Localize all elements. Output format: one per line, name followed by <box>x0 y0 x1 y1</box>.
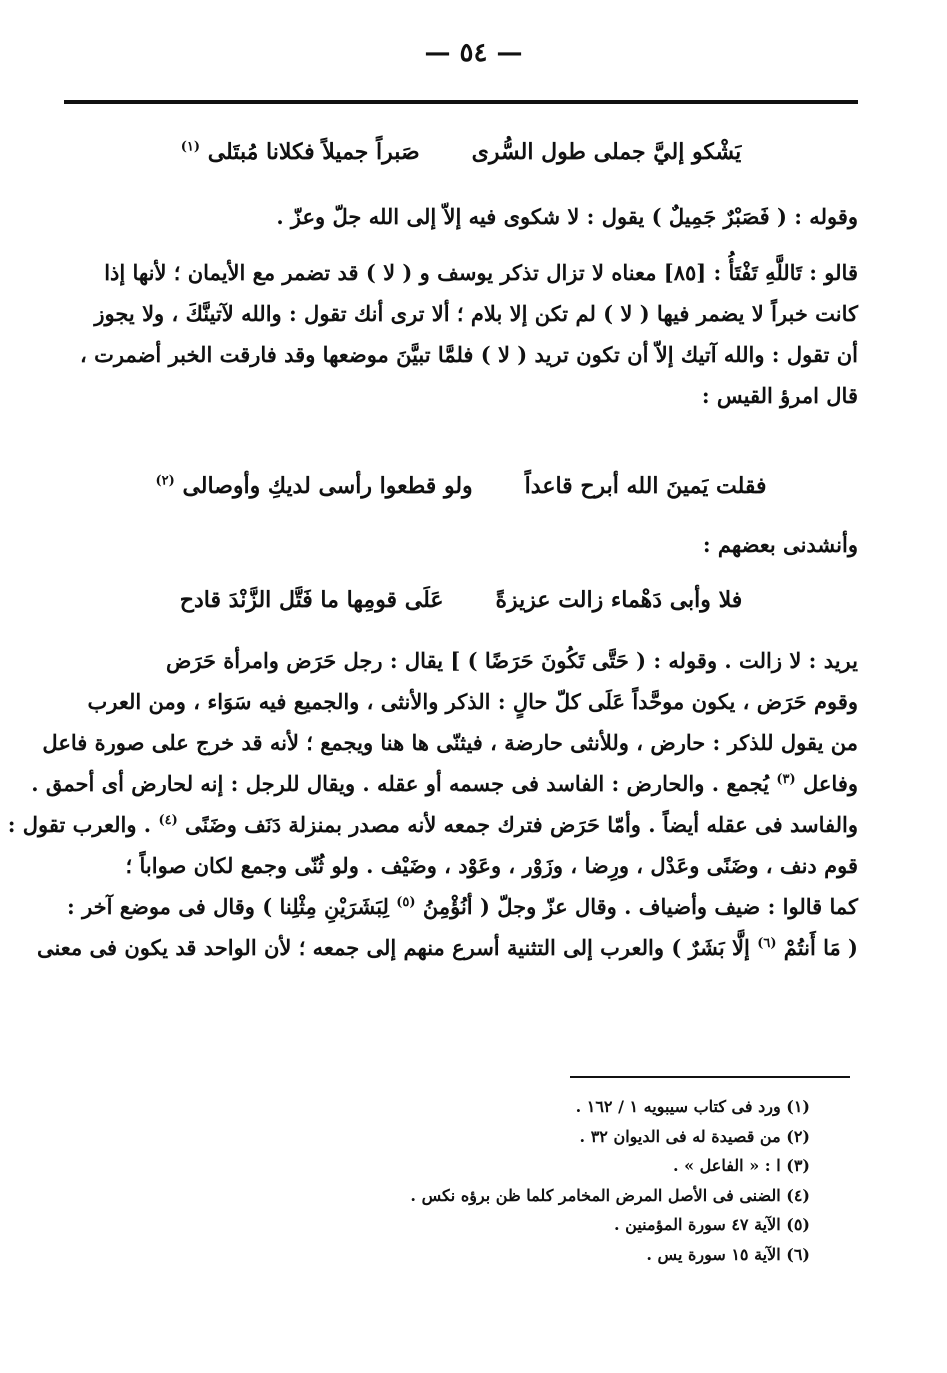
verse-1 <box>64 132 858 173</box>
line-5-text-a: والفاسد فى عقله أيضاً . وأمّا حَرَض فترك جمعه لأنه مصدر بمنزلة دَنَف وضَنًى <box>185 812 858 837</box>
header-rule <box>64 100 858 104</box>
verse-1-second-text: صَبراً جميلاً فكلانا مُبتَلى <box>207 139 420 165</box>
line-7-text-a: كما قالوا : ضيف وأضياف . وقال عزّ وجلّ ( أنُؤْمِنُ <box>422 894 858 919</box>
line-4-text-a: وفاعل <box>802 771 858 796</box>
page-number: — ٥٤ — <box>424 38 523 68</box>
verse-1-first-hemistich: يَشْكو إليَّ جملى طول السُّرى <box>471 139 742 165</box>
footnote-4: (٤) الضنى فى الأصل المرض المخامر كلما ظن برؤه نكس . <box>410 1185 810 1205</box>
line-5-text-b: . والعرب تقول : <box>7 812 152 837</box>
footnote-ref-3: (٣) <box>776 772 796 787</box>
footnote-ref-6: (٦) <box>757 936 777 951</box>
paragraph-3 <box>64 524 858 565</box>
verse-2-second-hemistich <box>155 466 472 507</box>
footnote-ref-2: (٢) <box>155 473 175 489</box>
paragraph-4 <box>7 640 858 968</box>
paragraph-4-line-2: وقوم حَرَض ، يكون موحَّداً عَلَى كلّ حالٍ : الذكر والأنثى ، والجميع فيه سَوَاء ، ومن العرب <box>87 689 858 714</box>
paragraph-1-line-1: وقوله : ( فَصَبْرٌ جَمِيلٌ ) يقول : لا شكوى فيه إلاّ إلى الله جلّ وعزّ . <box>276 204 858 229</box>
footnote-3: (٣) ا : « الفاعل » . <box>672 1156 810 1175</box>
verse-2-first-hemistich: فقلت يَمينَ الله أبرح قاعداً <box>524 473 767 499</box>
line-4-text-b: يُجمع . والحارض : الفاسد فى جسمه أو عقله . ويقال للرجل : إنه لحارض أى أحمق . <box>31 771 770 796</box>
footnote-rule <box>570 1076 850 1078</box>
verse-3-first-hemistich: فلا وأبى دَهْماء زالت عزيزةً <box>495 587 743 613</box>
footnote-ref-4: (٤) <box>158 813 178 828</box>
paragraph-4-line-6: قوم دنف ، وضَنًى وعَدْل ، ورِضا ، وزَوْر ، وعَوْد ، وضَيْف . ولو ثُنّى وجمع لكان صواباً ؛ <box>125 853 858 878</box>
verse-2 <box>64 466 858 507</box>
paragraph-4-line-3: من يقول للذكر : حارض ، وللأنثى حارضة ، فيثنّى ها هنا ويجمع ؛ لأنه قد خرج على صورة فاعل <box>42 730 858 755</box>
paragraph-4-line-5 <box>7 804 858 845</box>
paragraph-2 <box>64 252 858 416</box>
footnote-2: (٢) من قصيدة له فى الديوان ٣٢ . <box>579 1126 810 1146</box>
footnote-5: (٥) الآية ٤٧ سورة المؤمنين . <box>614 1215 810 1234</box>
paragraph-2-line-1: قالو : تَاللَّهِ تَفْتَأُ : [٨٥] معناه لا تزال تذكر يوسف و ( لا ) قد تضمر مع الأيمان ؛ لأنها إذا <box>104 260 858 285</box>
footnote-1: (١) ورد فى كتاب سيبويه ١ / ١٦٢ . <box>575 1097 810 1116</box>
paragraph-2-line-4: قال امرؤ القيس : <box>701 383 858 408</box>
paragraph-4-line-8 <box>36 927 858 968</box>
paragraph-2-line-2: كانت خبراً لا يضمر فيها ( لا ) لم تكن إلا بلام ؛ ألا ترى أنك تقول : والله لآتينَّكَ ، ولا يجوز <box>94 301 858 326</box>
footnote-ref-1: (١) <box>180 139 201 155</box>
verse-3 <box>64 580 858 621</box>
line-7-text-b: لِبَشَرَيْنِ مِثْلِنا ) وقال فى موضع آخر : <box>67 894 389 919</box>
footnote-6: (٦) الآية ١٥ سورة يس . <box>646 1244 810 1264</box>
paragraph-1 <box>64 196 858 237</box>
line-8-text-b: إلَّا بَشَرٌ ) والعرب إلى التثنية أسرع منهم إلى جمعه ؛ لأن الواحد قد يكون فى معنى <box>36 935 750 960</box>
paragraph-3-line-1: وأنشدنى بعضهم : <box>702 532 858 557</box>
footnotes <box>300 1092 810 1269</box>
paragraph-4-line-4 <box>31 763 858 804</box>
paragraph-4-line-1: يريد : لا زالت . وقوله : ( حَتَّى تَكُونَ حَرَضًا ) ] يقال : رجل حَرَض وامرأة حَرَض <box>166 648 858 673</box>
verse-3-second-hemistich: عَلَى قومِها ما فَتَّل الزَّنْدَ قادح <box>179 587 444 613</box>
footnote-ref-5: (٥) <box>396 895 416 910</box>
paragraph-2-line-3: أن تقول : والله آتيك إلاّ أن تكون تريد ( لا ) فلمَّا تبيَّنَ موضعها وقد فارقت الخبر أضمرت ، <box>80 342 858 367</box>
verse-2-second-text: ولو قطعوا رأسى لديكِ وأوصالى <box>182 473 473 499</box>
verse-1-second-hemistich <box>181 132 420 173</box>
line-8-text-a: ( مَا أَنتُمْ <box>783 935 858 960</box>
paragraph-4-line-7 <box>64 886 858 927</box>
